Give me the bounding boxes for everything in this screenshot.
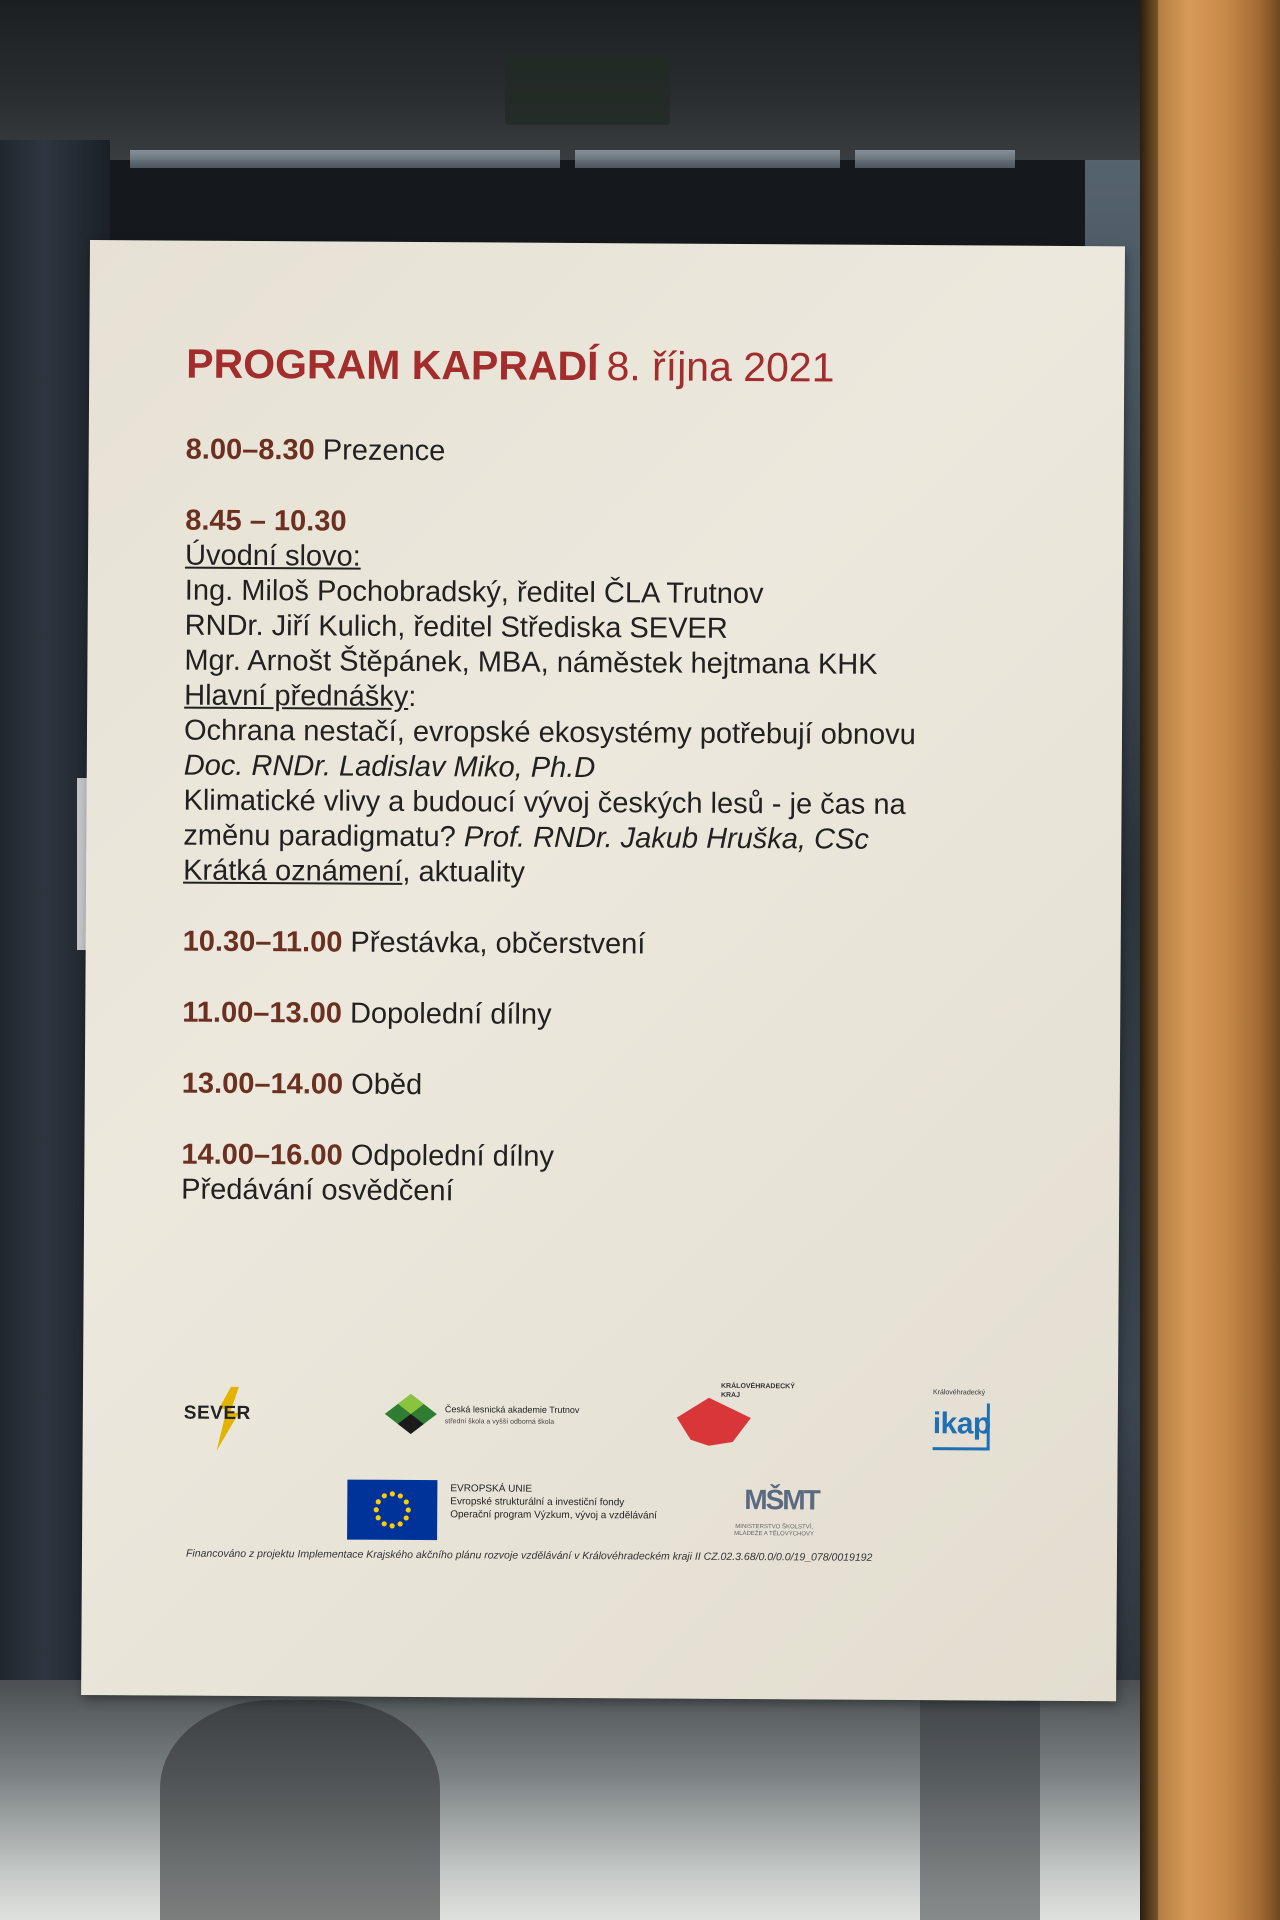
ceiling-light [130,150,560,168]
sever-wordmark: SEVER [183,1402,251,1425]
ikap-wordmark: ikap [932,1407,991,1441]
funding-footnote: Financováno z projektu Implementace Krajského akčního plánu rozvoje vzdělávání v Královéhradeckém kraji II CZ.02.3.68/0.0/0.0/19_078/0019192 [185,1547,873,1564]
poster-title [186,339,1066,394]
msmt-mark: MŠMT [744,1484,819,1516]
speaker: RNDr. Jiří Kulich, ředitel Střediska SEVER [184,609,728,645]
title-date: 8. října 2021 [606,343,835,391]
sponsor-logos [82,1340,1118,1546]
msmt-text [714,1524,834,1539]
kraj-line1: KRÁLOVÉHRADECKÝ [720,1382,795,1391]
cla-sub: střední škola a vyšší odborná škola [444,1418,555,1426]
announcements-heading: Krátká oznámení [183,854,403,888]
cla-diamond-icon [383,1392,443,1436]
schedule-time: 13.00–14.00 [181,1067,344,1101]
schedule-time: 11.00–13.00 [182,996,343,1030]
lecture-title-b: změnu paradigmatu? [183,819,456,854]
schedule-item [182,996,1062,1036]
msmt-line2: MLÁDEŽE A TĚLOVÝCHOVY [734,1530,815,1538]
lecture-title: Ochrana nestačí, evropské ekosystémy potřebují obnovu [183,714,916,752]
ceiling-light [855,150,1015,168]
cla-name: Česká lesnická akademie Trutnov [444,1404,580,1416]
schedule-time: 10.30–11.00 [182,925,343,959]
schedule-item [183,504,1065,894]
lecture-title-cont [183,819,1063,859]
eu-flag [347,1480,437,1541]
msmt-logo [714,1484,834,1545]
eu-stars-icon [347,1480,437,1541]
announcements-line [183,854,1063,894]
person-reflection [920,1690,1040,1920]
kraj-text [721,1382,795,1400]
schedule-item [186,433,1066,473]
kraj-heart-icon [673,1396,753,1456]
intro-heading-line [185,539,1065,579]
eu-line3: Operační program Výzkum, vývoj a vzdělávání [450,1509,658,1522]
schedule-time: 8.00–8.30 [185,433,315,467]
schedule-text: Odpolední dílny [350,1139,555,1173]
lecture-author: Doc. RNDr. Ladislav Miko, Ph.D [183,749,596,785]
lectures-heading: Hlavní přednášky [184,679,409,713]
door-frame-edge [1140,0,1158,1920]
cla-text [445,1404,580,1428]
schedule-item [181,1138,1061,1213]
schedule-time: 8.45 – 10.30 [185,504,347,538]
eu-text [450,1482,657,1522]
kraj-line2: KRAJ [720,1391,741,1399]
lectures-colon: : [408,680,417,714]
schedule-text: Přestávka, občerstvení [350,926,646,961]
eu-line1: EVROPSKÁ UNIE [450,1483,533,1495]
ceiling-light [575,150,840,168]
lecture-author: Prof. RNDr. Jakub Hruška, CSc [463,821,869,856]
program-poster [81,240,1125,1701]
eu-line2: Evropské strukturální a investiční fondy [450,1496,625,1509]
schedule-item [182,1067,1062,1107]
announcements-rest: , aktuality [402,855,525,889]
exit-sign [505,55,670,125]
kraj-logo [673,1382,823,1453]
wooden-door-frame [1140,0,1280,1920]
schedule-text: Prezence [322,434,446,468]
lecture-title: Klimatické vlivy a budoucí vývoj českých lesů - je čas na [183,784,906,821]
msmt-line1: MINISTERSTVO ŠKOLSTVÍ, [735,1523,814,1531]
schedule-text: Dopolední dílny [349,997,552,1031]
schedule-time: 14.00–16.00 [181,1138,343,1172]
ikap-small-text: Královéhradecký [932,1389,986,1397]
poster-content [181,339,1067,1249]
person-reflection [160,1700,440,1920]
speaker: Ing. Miloš Pochobradský, ředitel ČLA Trutnov [184,574,764,611]
ikap-logo [925,1389,1005,1459]
schedule-extra: Předávání osvědčení [181,1173,454,1208]
sever-logo [179,1389,294,1455]
schedule-text: Oběd [351,1068,423,1102]
lectures-heading-line [184,679,1064,719]
cla-logo [383,1392,613,1443]
schedule-item [183,925,1063,965]
intro-heading: Úvodní slovo: [184,539,361,573]
speaker: Mgr. Arnošt Štěpánek, MBA, náměstek hejtmana KHK [184,644,878,681]
title-program: PROGRAM KAPRADÍ [186,340,599,390]
